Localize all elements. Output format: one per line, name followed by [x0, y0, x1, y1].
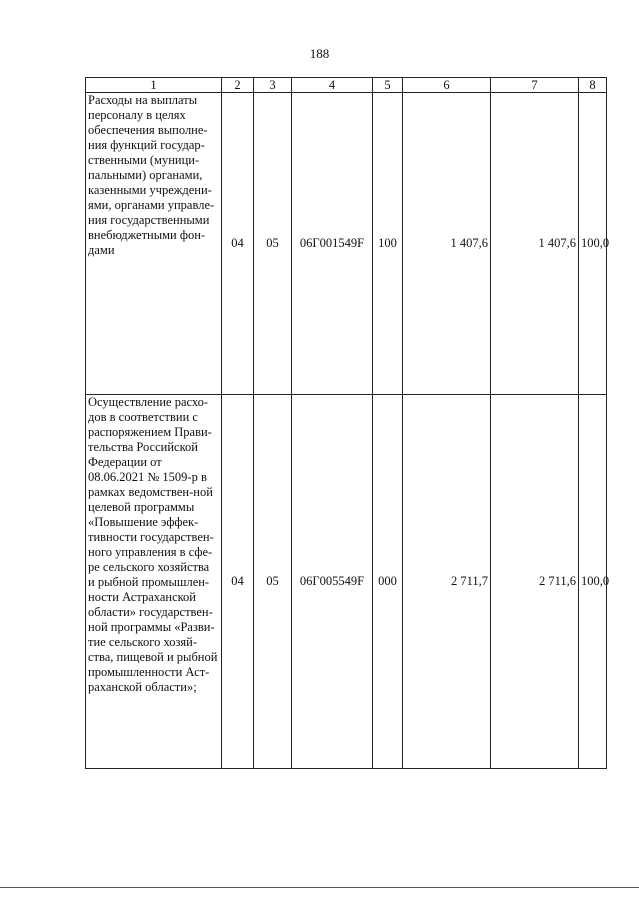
table-row — [86, 395, 607, 769]
row-plan-amount: 2 711,7 — [403, 395, 491, 769]
row-plan-amount: 1 407,6 — [403, 93, 491, 395]
column-header-8: 8 — [579, 78, 607, 93]
row-subsection: 05 — [254, 93, 292, 395]
row-section: 04 — [222, 395, 254, 769]
row-actual-amount: 1 407,6 — [491, 93, 579, 395]
row-target-article: 06Г001549F — [292, 93, 373, 395]
column-header-7: 7 — [491, 78, 579, 93]
budget-table — [85, 77, 610, 769]
column-header-2: 2 — [222, 78, 254, 93]
row-target-article: 06Г005549F — [292, 395, 373, 769]
page-bottom-rule — [0, 887, 639, 888]
row-actual-amount: 2 711,6 — [491, 395, 579, 769]
row-expense-type: 100 — [373, 93, 403, 395]
row-description: Осуществление расхо-дов в соответствии с распоряжением Прави-тельства Российской Федерации от 08.06.2021 № 1509-р в рамках ведомствен-ной целевой программы «Повышение эффек-тивности государствен-ного управления в сфе-ре сельского хозяйства и рыбной промышлен-ности Астраханской области» государствен-ной программы «Разви-тие сельского хозяй-ства, пищевой и рыбной промышленности Аст-раханской области»; — [86, 395, 222, 769]
column-header-6: 6 — [403, 78, 491, 93]
column-header-3: 3 — [254, 78, 292, 93]
row-percent: 100,0 — [579, 93, 607, 395]
row-percent: 100,0 — [579, 395, 607, 769]
header-row — [86, 78, 607, 93]
row-section: 04 — [222, 93, 254, 395]
row-expense-type: 000 — [373, 395, 403, 769]
row-description: Расходы на выплаты персоналу в целях обеспечения выполне-ния функций государ-ственными (муници-пальными) органами, казенными учреждени-ями, органами управле-ния государственными внебюджетными фон-дами — [86, 93, 222, 395]
column-header-4: 4 — [292, 78, 373, 93]
table-row — [86, 93, 607, 395]
row-subsection: 05 — [254, 395, 292, 769]
page-number: 188 — [309, 46, 330, 61]
column-header-5: 5 — [373, 78, 403, 93]
column-header-1: 1 — [86, 78, 222, 93]
